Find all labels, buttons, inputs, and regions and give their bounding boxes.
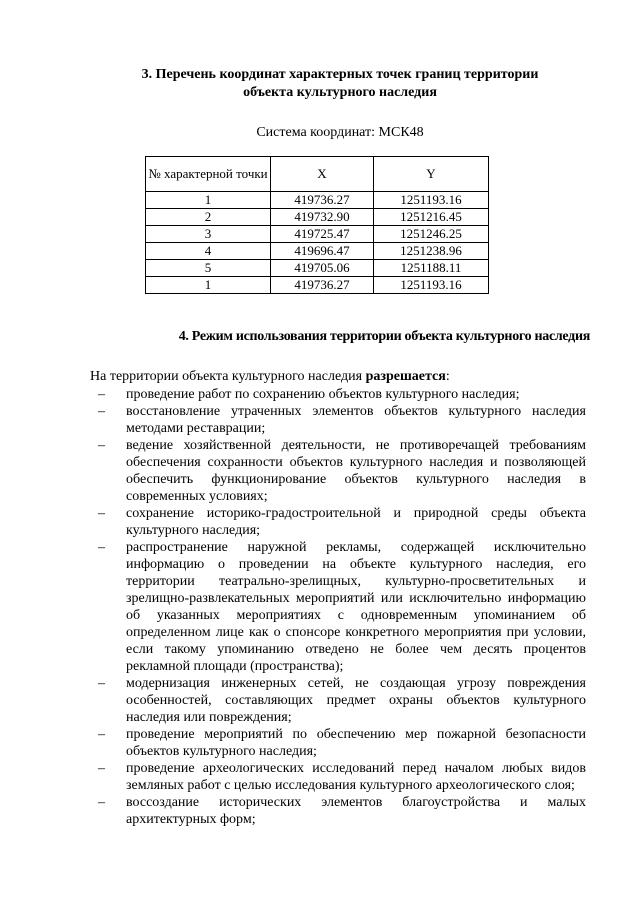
list-item-text: проведение мероприятий по обеспечению мер пожарной безопасности объектов культурного наследия; [126, 727, 586, 759]
dash-bullet: – [98, 404, 105, 419]
cell-point: 1 [146, 277, 271, 294]
cell-y: 1251238.96 [374, 243, 489, 260]
list-item [90, 386, 586, 403]
coordinate-system-label: Система координат: МСК48 [256, 125, 424, 140]
dash-bullet: – [98, 727, 105, 742]
list-item-text: проведение археологических исследований перед началом любых видов земляных работ с целью исследования культурного археологического слоя; [126, 761, 586, 793]
dash-bullet: – [98, 540, 105, 555]
cell-x: 419705.06 [271, 260, 374, 277]
cell-x: 419696.47 [271, 243, 374, 260]
dash-bullet: – [98, 506, 105, 521]
cell-point: 5 [146, 260, 271, 277]
section-3-title-line1: 3. Перечень координат характерных точек границ территории [141, 67, 539, 82]
table-row [146, 277, 489, 294]
dash-bullet: – [98, 795, 105, 810]
intro-suffix: : [445, 369, 450, 384]
cell-x: 419725.47 [271, 226, 374, 243]
list-item [90, 403, 586, 437]
cell-point: 3 [146, 226, 271, 243]
dash-bullet: – [98, 761, 105, 776]
cell-y: 1251193.16 [374, 192, 489, 209]
section-3-title-line2: объекта культурного наследия [243, 85, 437, 100]
permitted-intro [90, 368, 450, 386]
cell-y: 1251216.45 [374, 209, 489, 226]
list-item [90, 437, 586, 505]
table-row [146, 192, 489, 209]
table-row [146, 226, 489, 243]
list-item-text: проведение работ по сохранению объектов культурного наследия; [126, 387, 520, 402]
cell-point: 2 [146, 209, 271, 226]
cell-x: 419732.90 [271, 209, 374, 226]
list-item [90, 794, 586, 828]
header-x: X [271, 157, 374, 192]
cell-point: 4 [146, 243, 271, 260]
cell-y: 1251246.25 [374, 226, 489, 243]
list-item-text: сохранение историко-градостроительной и природной среды объекта культурного наследия; [126, 506, 586, 538]
list-item-text: модернизация инженерных сетей, не создающая угрозу повреждения особенностей, составляющих предмет охраны объектов культурного наследия или повреждения; [126, 676, 586, 725]
cell-y: 1251193.16 [374, 277, 489, 294]
list-item [90, 539, 586, 675]
cell-y: 1251188.11 [374, 260, 489, 277]
list-item-text: восстановление утраченных элементов объектов культурного наследия методами реставрации; [126, 404, 586, 436]
header-point-number: № характерной точки [146, 157, 271, 192]
cell-x: 419736.27 [271, 192, 374, 209]
list-item [90, 726, 586, 760]
intro-prefix: На территории объекта культурного наследия [90, 369, 366, 384]
table-row [146, 260, 489, 277]
list-item-text: ведение хозяйственной деятельности, не противоречащей требованиям обеспечения сохранности объектов культурного наследия и позволяющей обеспечить функционирование объектов культурного наследия в современных условиях; [126, 438, 586, 504]
table-header-row [146, 157, 489, 192]
cell-x: 419736.27 [271, 277, 374, 294]
cell-point: 1 [146, 192, 271, 209]
dash-bullet: – [98, 676, 105, 691]
list-item-text: воссоздание исторических элементов благоустройства и малых архитектурных форм; [126, 795, 586, 827]
section-3-heading [90, 66, 590, 102]
coordinates-table [145, 156, 489, 294]
list-item [90, 675, 586, 726]
list-item-text: распространение наружной рекламы, содержащей исключительно информацию о проведении на объекте культурного наследия, его территории театрально-зрелищных, культурно-просветительных и зрелищно-развлекательных мероприятий или исключительно информацию об указанных мероприятиях с одновременным упоминанием об определенном лице как о спонсоре конкретного мероприятия при условии, если такому упоминанию отведено не более чем десять процентов рекламной площади (пространства); [126, 540, 586, 674]
table-row [146, 243, 489, 260]
section-4-heading: 4. Режим использования территории объекта культурного наследия [178, 329, 590, 344]
header-y: Y [374, 157, 489, 192]
permitted-activities-list [90, 386, 586, 828]
intro-bold: разрешается [365, 369, 446, 384]
dash-bullet: – [98, 438, 105, 453]
dash-bullet: – [98, 387, 105, 402]
table-row [146, 209, 489, 226]
list-item [90, 760, 586, 794]
list-item [90, 505, 586, 539]
